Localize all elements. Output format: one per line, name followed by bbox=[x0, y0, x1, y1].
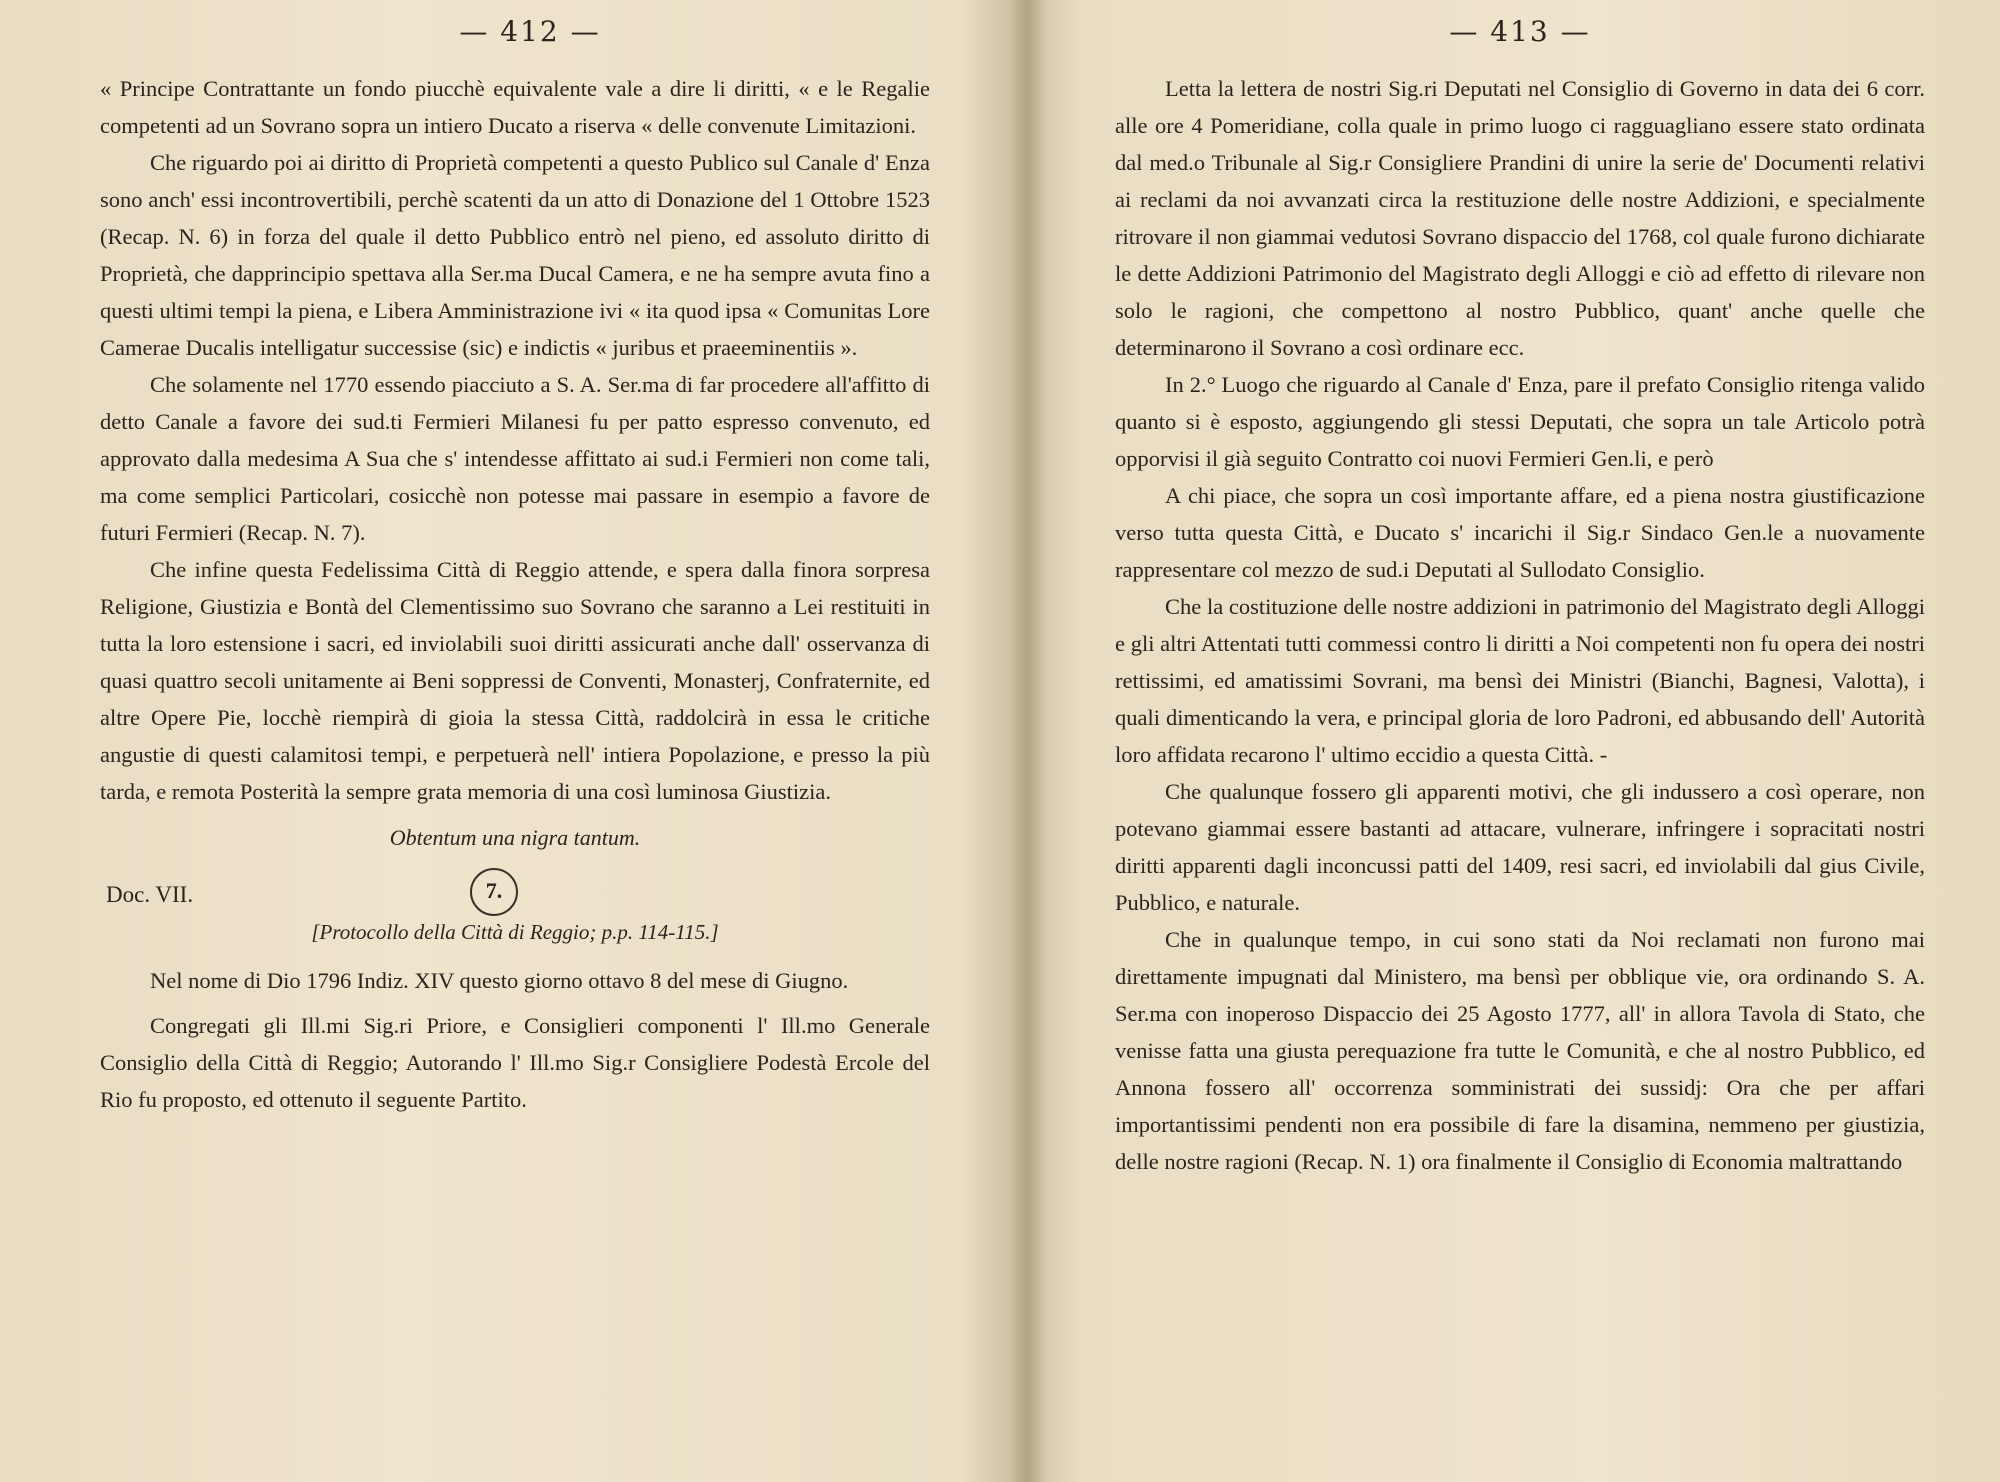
right-page bbox=[1115, 0, 1925, 1482]
paragraph: In 2.° Luogo che riguardo al Canale d' Enza, pare il prefato Consiglio ritenga valido quanto si è esposto, aggiungendo gli stessi Deputati, che sopra un tale Articolo potrà opporvisi il già seguito Contratto coi nuovi Fermieri Gen.li, e però bbox=[1115, 372, 1925, 471]
paragraph: « Principe Contrattante un fondo piucchè equivalente vale a dire li diritti, « e le Regalie competenti ad un Sovrano sopra un intiero Ducato a riserva « delle convenute Limitazioni. bbox=[100, 76, 930, 138]
page-number-left: — 412 — bbox=[459, 15, 601, 48]
left-page bbox=[100, 0, 930, 1482]
paragraph: Che riguardo poi ai diritto di Proprietà competenti a questo Publico sul Canale d' Enza sono anch' essi incontrovertibili, perchè scatenti da un atto di Donazione del 1 Ottobre 1523 (Recap. N. 6) in forza del quale il detto Pubblico entrò nel pieno, ed assoluto diritto di Proprietà, che dapprincipio spettava alla Ser.ma Ducal Camera, e ne ha sempre avuta fino a questi ultimi tempi la piena, e Libera Amministrazione ivi « ita quod ipsa « Comunitas Lore Camerae Ducalis intelligatur successise (sic) e indictis « juribus et praeeminentiis ». bbox=[100, 150, 930, 360]
paragraph: Nel nome di Dio 1796 Indiz. XIV questo giorno ottavo 8 del mese di Giugno. bbox=[150, 968, 849, 993]
paragraph: Congregati gli Ill.mi Sig.ri Priore, e Consiglieri componenti l' Ill.mo Generale Consiglio della Città di Reggio; Autorando l' Ill.mo Sig.r Consigliere Podestà Ercole del Rio fu proposto, ed ottenuto il seguente Partito. bbox=[100, 1013, 930, 1112]
paragraph: Che la costituzione delle nostre addizioni in patrimonio del Magistrato degli Alloggi e gli altri Attentati tutti commessi contro li diritti a Noi competenti non fu opera dei nostri rettissimi, ed amatissimi Sovrani, ma bensì dei Ministri (Bianchi, Bagnesi, Valotta), i quali dimenticando la vera, e principal gloria de loro Padroni, ed abbusando dell' Autorità loro affidata recarono l' ultimo eccidio a questa Città. - bbox=[1115, 594, 1925, 767]
paragraph: Che solamente nel 1770 essendo piacciuto a S. A. Ser.ma di far procedere all'affitto di detto Canale a favore dei sud.ti Fermieri Milanesi fu per patto espresso convenuto, ed approvato dalla medesima A Sua che s' intendesse affittato ai sud.i Fermieri non come tali, ma come semplici Particolari, cosicchè non potesse mai passare in esempio a favore de futuri Fermieri (Recap. N. 7). bbox=[100, 372, 930, 545]
document-number-circled: 7. bbox=[470, 868, 518, 916]
page-number-right: — 413 — bbox=[1449, 15, 1591, 48]
book-gutter bbox=[1010, 0, 1046, 1482]
document-heading bbox=[100, 868, 930, 914]
paragraph: A chi piace, che sopra un così importante affare, ed a piena nostra giustificazione verso tutta questa Città, e Ducato s' incarichi il Sig.r Sindaco Gen.le a nuovamente rappresentare col mezzo de sud.i Deputati al Sullodato Consiglio. bbox=[1115, 483, 1925, 582]
document-label: Doc. VII. bbox=[106, 882, 194, 907]
paragraph: Che infine questa Fedelissima Città di Reggio attende, e spera dalla finora sorpresa Religione, Giustizia e Bontà del Clementissimo suo Sovrano che saranno a Lei restituiti in tutta la loro estensione i sacri, ed inviolabili suoi diritti assicurati anche dall' osservanza di quasi quattro secoli unitamente ai Beni soppressi de Conventi, Monasterj, Confraternite, ed altre Opere Pie, locchè riempirà di gioia la stessa Città, raddolcirà in essa le critiche angustie di questi calamitosi tempi, e perpetuerà nell' intiera Popolazione, e presso la più tarda, e remota Posterità la sempre grata memoria di una così luminosa Giustizia. bbox=[100, 557, 930, 804]
paragraph: Che qualunque fossero gli apparenti motivi, che gli indussero a così operare, non potevano giammai essere bastanti ad attacare, vulnerare, infringere i sopracitati nostri diritti apparenti dagli inconcussi patti del 1409, resi sacri, ed inviolabili dal gius Civile, Pubblico, e naturale. bbox=[1115, 779, 1925, 915]
paragraph: Letta la lettera de nostri Sig.ri Deputati nel Consiglio di Governo in data dei 6 corr. alle ore 4 Pomeridiane, colla quale in primo luogo ci ragguagliano essere stato ordinata dal med.o Tribunale al Sig.r Consigliere Prandini di unire la serie de' Documenti relativi ai reclami da noi avvanzati circa la restituzione delle nostre Addizioni, e specialmente ritrovare il non giammai vedutosi Sovrano dispaccio del 1768, col quale furono dichiarate le dette Addizioni Patrimonio del Magistrato degli Alloggi e ciò ad effetto di rilevare non solo le ragioni, che compettono al nostro Pubblico, quant' anche quelle che determinarono il Sovrano a così ordinare ecc. bbox=[1115, 76, 1925, 360]
source-citation: [Protocollo della Città di Reggio; p.p. 114-115.] bbox=[311, 920, 719, 944]
paragraph: Che in qualunque tempo, in cui sono stati da Noi reclamati non furono mai direttamente impugnati dal Ministero, ma bensì per obblique vie, ora ordinando S. A. Ser.ma con inoperoso Dispaccio dei 25 Agosto 1777, all' in allora Tavola di Stato, che venisse fatta una giusta perequazione fra tutte le Comunità, e che al nostro Pubblico, ed Annona fossero all' occorrenza somministrati dei sussidj: Ora che per affari importantissimi pendenti non era possibile di fare la disamina, nemmeno per giustizia, delle nostre ragioni (Recap. N. 1) ora finalmente il Consiglio di Economia maltrattando bbox=[1115, 927, 1925, 1174]
vote-result: Obtentum una nigra tantum. bbox=[389, 825, 641, 850]
